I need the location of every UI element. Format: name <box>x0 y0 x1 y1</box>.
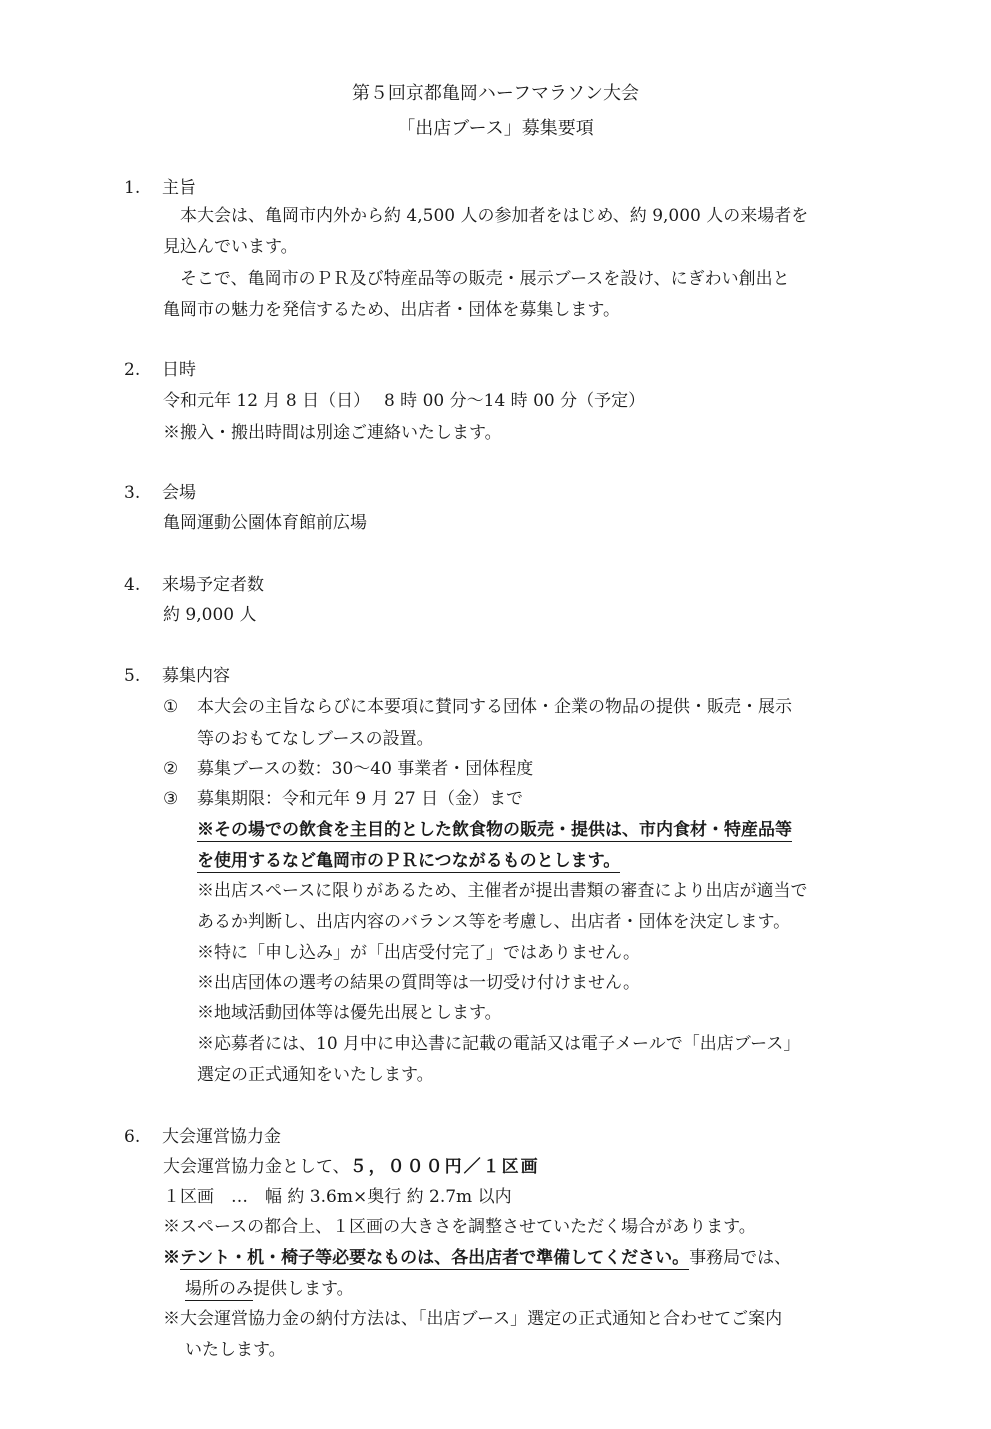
list-text: 募集期限：令和元年 9 月 27 日（金）まで <box>197 789 524 809</box>
visitor-count: 約 9,000 人 <box>163 605 257 625</box>
note-line <box>185 1277 354 1301</box>
note-line: ※出店スペースに限りがあるため、主催者が提出書類の審査により出店が適当で <box>197 881 808 901</box>
list-marker: ② <box>163 759 179 779</box>
note-line: あるか判断し、出店内容のバランス等を考慮し、出店者・団体を決定します。 <box>197 912 791 932</box>
section-number: 6. <box>124 1127 141 1147</box>
note-line: ※地域活動団体等は優先出展とします。 <box>197 1003 502 1023</box>
section-number: 4. <box>124 575 141 595</box>
plot-size: １区画 … 幅 約 3.6m×奥行 約 2.7m 以内 <box>163 1187 512 1207</box>
list-marker: ③ <box>163 789 179 809</box>
section-title: 大会運営協力金 <box>162 1127 281 1147</box>
section-2-heading <box>124 358 196 382</box>
section-title: 募集内容 <box>162 666 230 686</box>
note-tail: 提供します。 <box>253 1279 354 1299</box>
list-item <box>163 757 533 781</box>
section-number: 1. <box>124 178 141 198</box>
list-item <box>163 787 523 811</box>
section-number: 5. <box>124 666 141 686</box>
section-number: 3. <box>124 483 141 503</box>
note-line: ※出店団体の選考の結果の質問等は一切受け付けません。 <box>197 973 641 993</box>
section-5-heading <box>124 664 230 688</box>
venue: 亀岡運動公園体育館前広場 <box>163 513 367 533</box>
note-line: ※スペースの都合上、１区画の大きさを調整させていただく場合があります。 <box>163 1217 756 1237</box>
note-line: ※大会運営協力金の納付方法は、「出店ブース」選定の正式通知と合わせてご案内 <box>163 1309 783 1329</box>
note-underlined: テント・机・椅子等必要なものは、各出店者で準備してください。 <box>180 1248 690 1268</box>
note-tail: 事務局では、 <box>689 1248 792 1268</box>
paragraph-line: 本大会は、亀岡市内外から約 4,500 人の参加者をはじめ、約 9,000 人の来場者を <box>180 206 809 226</box>
important-note-text: を使用するなど亀岡市のＰＲにつながるものとします。 <box>197 851 621 871</box>
document-title: 第５回京都亀岡ハーフマラソン大会 <box>351 83 640 104</box>
section-6-heading <box>124 1125 281 1149</box>
section-title: 主旨 <box>162 178 196 198</box>
fee-value: ５，０００円／１区画 <box>349 1157 540 1177</box>
section-title: 日時 <box>162 360 196 380</box>
important-note <box>197 849 620 873</box>
list-item <box>163 695 792 719</box>
section-1-heading <box>124 176 196 200</box>
fee-prefix: 大会運営協力金として、 <box>163 1157 350 1177</box>
document-subtitle: 「出店ブース」募集要項 <box>397 118 594 139</box>
section-number: 2. <box>124 360 141 380</box>
paragraph-line: そこで、亀岡市のＰＲ及び特産品等の販売・展示ブースを設け、にぎわい創出と <box>180 269 790 289</box>
paragraph-line: 亀岡市の魅力を発信するため、出店者・団体を募集します。 <box>163 300 620 320</box>
note-line: 選定の正式通知をいたします。 <box>197 1065 434 1085</box>
list-text-cont: 等のおもてなしブースの設置。 <box>197 729 434 749</box>
section-4-heading <box>124 573 264 597</box>
note-line: ※応募者には、10 月中に申込書に記載の電話又は電子メールで「出店ブース」 <box>197 1034 801 1054</box>
note-line: いたします。 <box>185 1340 286 1360</box>
section-3-heading <box>124 481 196 505</box>
important-note <box>197 818 792 842</box>
list-marker: ① <box>163 697 179 717</box>
section-title: 来場予定者数 <box>162 575 264 595</box>
section-title: 会場 <box>162 483 196 503</box>
important-note-text: ※その場での飲食を主目的とした飲食物の販売・提供は、市内食材・特産品等 <box>197 820 792 840</box>
note-mark: ※ <box>163 1248 180 1268</box>
note-underlined: 場所のみ <box>185 1279 253 1299</box>
list-text: 募集ブースの数：30～40 事業者・団体程度 <box>197 759 534 779</box>
paragraph-line: 見込んでいます。 <box>163 237 298 257</box>
event-date: 令和元年 12 月 8 日（日） 8 時 00 分～14 時 00 分（予定） <box>163 391 646 411</box>
fee-line <box>163 1155 540 1179</box>
note-line: ※特に「申し込み」が「出店受付完了」ではありません。 <box>197 943 641 963</box>
date-note: ※搬入・搬出時間は別途ご連絡いたします。 <box>163 423 502 443</box>
note-line <box>163 1246 791 1270</box>
list-text: 本大会の主旨ならびに本要項に賛同する団体・企業の物品の提供・販売・展示 <box>197 697 792 717</box>
